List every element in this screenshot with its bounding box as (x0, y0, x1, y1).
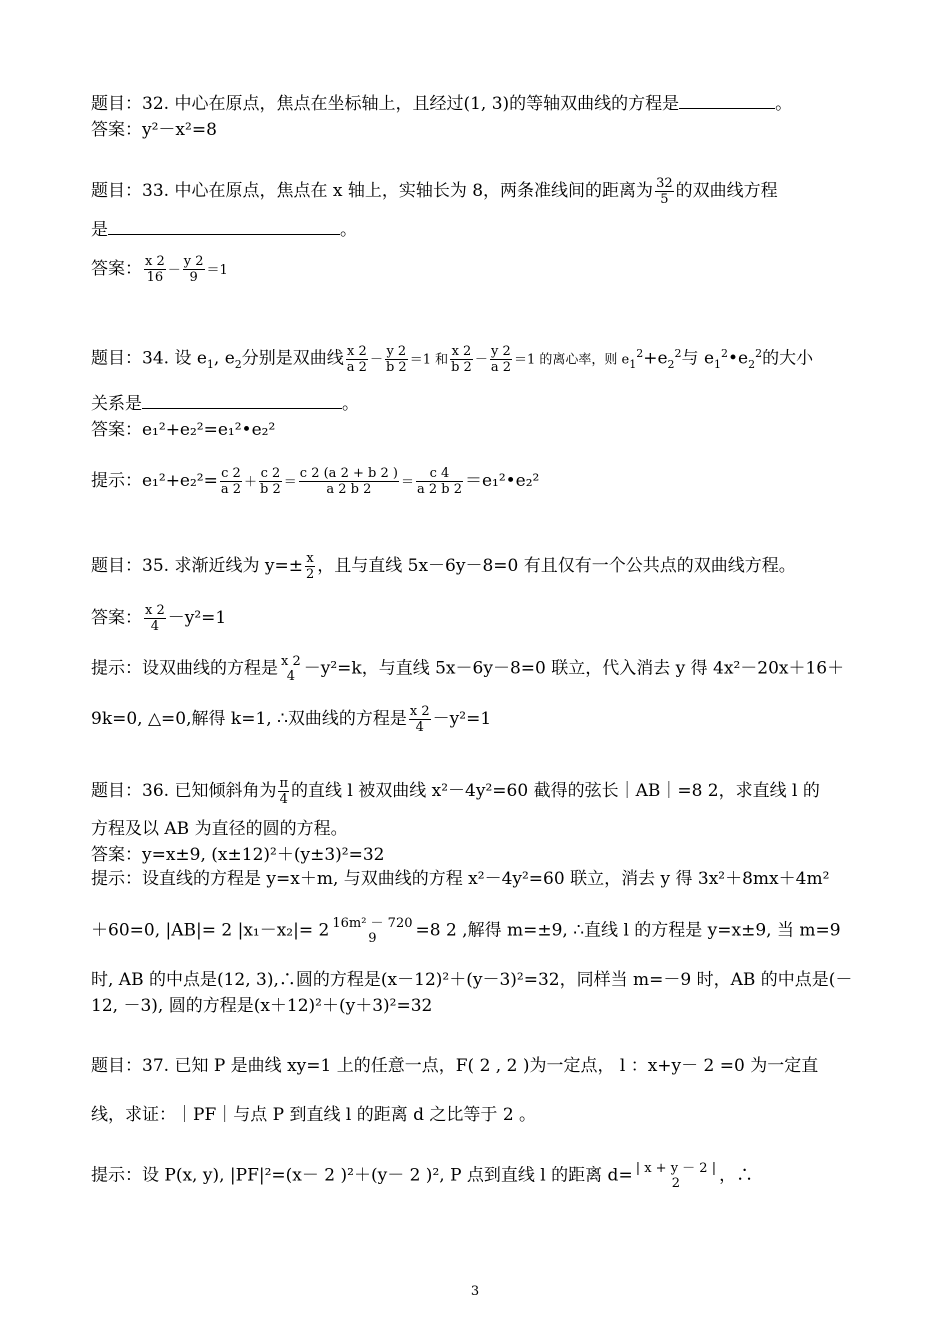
q34-hint: 提示：e₁²+e₂²= $\frac{c 2}{a 2}$ ＋ $\frac{c 2}{b 2}$ ＝ $\frac{c 2 (a 2 + b 2 )}{a 2 b 2}$ ＝ $\frac{c 4}{a 2 b 2}$ ＝e₁²•e₂² (91, 466, 540, 497)
fraction: 16m² － 720 9 (332, 916, 413, 946)
q32-question: 题目：32. 中心在原点，焦点在坐标轴上，且经过(1, 3)的等轴双曲线的方程是 。 (91, 94, 793, 114)
fraction: $\frac{y 2}{b 2}$ (385, 343, 407, 375)
q37-hint: 提示：设 P(x, y), |PF|²=(x－ 2 )²＋(y－ 2 )², P 点到直线 l 的距离 d= | x + y － 2 | 2 ，∴ (91, 1161, 754, 1191)
fraction: $\frac{y 2}{9}$ (183, 254, 204, 285)
fraction: | x + y － 2 | 2 (635, 1161, 717, 1191)
q36-question: 题目：36. 已知倾斜角为 $\frac{\pi}{4}$ 的直线 l 被双曲线 x²－4y²=60 截得的弦长｜AB｜=8 2，求直线 l 的 (91, 776, 820, 807)
q32-answer: 答案：y²－x²=8 (91, 120, 217, 140)
q34-answer: 答案：e₁²+e₂²=e₁²•e₂² (91, 420, 276, 440)
q37-question-line2: 线，求证：｜PF｜与点 P 到直线 l 的距离 d 之比等于 2 。 (91, 1105, 537, 1125)
q36-question-line2: 方程及以 AB 为直径的圆的方程。 (91, 819, 348, 839)
q36-hint-line2: ＋60=0, |AB|= 2 |x₁－x₂|= 2 16m² － 720 9 =8 2 ,解得 m=±9, ∴直线 l 的方程是 y=x±9, 当 m=9 (91, 916, 841, 946)
q33-answer: 答案： $\frac{x 2}{16}$ － $\frac{y 2}{9}$ ＝1 (91, 254, 228, 285)
fraction: $\frac{c 2}{b 2}$ (260, 466, 281, 497)
fraction: $\frac{x 2}{4}$ (145, 603, 165, 634)
fraction: $\frac{x 2}{4}$ (409, 704, 430, 735)
fraction: $\frac{\pi}{4}$ (279, 776, 288, 807)
fraction: $\frac{x}{2}$ (305, 551, 315, 582)
q35-question: 题目：35. 求渐近线为 y=± $\frac{x}{2}$ ，且与直线 5x－6y－8=0 有且仅有一个公共点的双曲线方程。 (91, 551, 796, 582)
q37-question: 题目：37. 已知 P 是曲线 xy=1 上的任意一点，F( 2 , 2 )为一定点， l ：x+y－ 2 =0 为一定直 (91, 1056, 819, 1076)
q33-question-line2: 是 。 (91, 220, 357, 240)
q36-hint-line4: 12, －3), 圆的方程是(x＋12)²＋(y＋3)²=32 (91, 996, 433, 1016)
fraction: $\frac{x 2}{16}$ (145, 254, 165, 285)
page-number: 3 (470, 1284, 480, 1299)
fraction: $\frac{32}{5}$ (656, 176, 673, 207)
q35-hint-line2: 9k=0, △=0,解得 k=1, ∴双曲线的方程是 $\frac{x 2}{4}$ －y²=1 (91, 704, 492, 735)
q34-question-line2: 关系是 。 (91, 394, 359, 414)
fraction: $\frac{c 4}{a 2 b 2}$ (416, 466, 462, 497)
fraction: $\frac{x 2}{a 2}$ (346, 343, 367, 375)
q35-hint: 提示：设双曲线的方程是 x 2 4 －y²=k，与直线 5x－6y－8=0 联立，代入消去 y 得 4x²－20x＋16＋ (91, 654, 845, 684)
q35-answer: 答案： $\frac{x 2}{4}$ －y²=1 (91, 603, 227, 634)
q33-question: 题目：33. 中心在原点，焦点在 x 轴上，实轴长为 8，两条准线间的距离为 $\frac{32}{5}$ 的双曲线方程 (91, 176, 778, 207)
q34-question: 题目：34. 设 $e_1$, $e_2$分别是双曲线 $\frac{x 2}{a 2}$ － $\frac{y 2}{b 2}$ ＝1 和 $\frac{x 2}{b 2}$ － $\frac{y 2}{a 2}$ ＝1 的离心率，则 $e_1^2+e_2^2$与 $e_1^2•e_2^2$的大小 (91, 343, 814, 375)
q36-answer: 答案：y=x±9, (x±12)²＋(y±3)²=32 (91, 845, 385, 865)
answer-blank (108, 218, 340, 235)
answer-blank (142, 392, 342, 409)
q36-hint-line3: 时, AB 的中点是(12, 3),∴圆的方程是(x－12)²＋(y－3)²=32，同样当 m=－9 时，AB 的中点是(－ (91, 970, 853, 990)
fraction: $\frac{c 2}{a 2}$ (220, 466, 242, 497)
fraction: $\frac{x 2}{b 2}$ (451, 343, 472, 375)
answer-blank (679, 92, 775, 109)
fraction: $\frac{c 2 (a 2 + b 2 )}{a 2 b 2}$ (299, 466, 398, 497)
q36-hint: 提示：设直线的方程是 y=x＋m, 与双曲线的方程 x²－4y²=60 联立，消去 y 得 3x²＋8mx＋4m² (91, 869, 830, 889)
fraction: x 2 4 (281, 654, 301, 684)
fraction: $\frac{y 2}{a 2}$ (490, 343, 511, 375)
